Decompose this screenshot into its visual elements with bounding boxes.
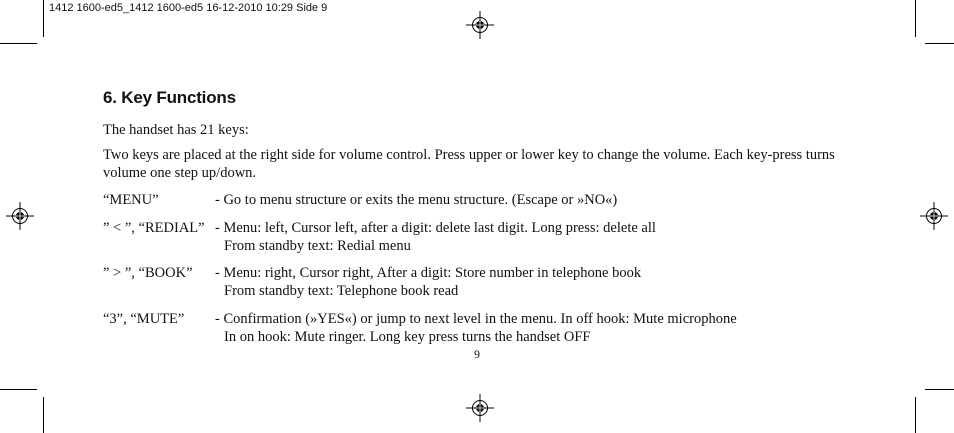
key-book-name: ” > ”, “BOOK” (103, 265, 193, 281)
registration-mark-top-icon (466, 11, 494, 39)
key-description-line-2: From standby text: Telephone book read (224, 283, 459, 299)
intro-text: The handset has 21 keys: (103, 122, 249, 138)
key-redial-name: ” < ”, “REDIAL” (103, 220, 205, 236)
printer-slug: 1412 1600-ed5_1412 1600-ed5 16-12-2010 10:29 Side 9 (49, 2, 328, 14)
key-mute-description (215, 310, 737, 346)
crop-mark-top-right-vertical (915, 0, 916, 37)
crop-mark-top-left-vertical (43, 0, 44, 37)
key-redial-description (215, 219, 656, 255)
registration-mark-right-icon (920, 202, 948, 230)
section-heading: 6. Key Functions (103, 88, 236, 107)
crop-mark-bottom-left-vertical (43, 397, 44, 433)
key-mute-name: “3”, “MUTE” (103, 311, 185, 327)
key-description-line: - Confirmation (»YES«) or jump to next level in the menu. In off hook: Mute microphone (215, 311, 737, 327)
crop-mark-bottom-right-horizontal (925, 389, 954, 390)
key-description-line: - Go to menu structure or exits the menu structure. (Escape or »NO«) (215, 192, 618, 208)
crop-mark-top-left-horizontal (0, 43, 37, 44)
page-number: 9 (474, 347, 480, 361)
crop-mark-bottom-left-horizontal (0, 389, 37, 390)
crop-mark-top-right-horizontal (925, 43, 954, 44)
key-description-line: - Menu: left, Cursor left, after a digit: delete last digit. Long press: delete all (215, 220, 656, 236)
registration-mark-bottom-icon (466, 394, 494, 422)
key-book-description (215, 264, 641, 300)
crop-mark-bottom-right-vertical (915, 397, 916, 433)
volume-paragraph: Two keys are placed at the right side for volume control. Press upper or lower key to change the volume. Each key-press turns volume one step up/down. (103, 147, 835, 181)
key-menu-name: “MENU” (103, 192, 159, 208)
key-description-line: - Menu: right, Cursor right, After a digit: Store number in telephone book (215, 265, 642, 281)
key-menu-description (215, 191, 617, 209)
key-description-line-2: From standby text: Redial menu (224, 238, 411, 254)
key-description-line-2: In on hook: Mute ringer. Long key press turns the handset OFF (224, 329, 591, 345)
registration-mark-left-icon (6, 202, 34, 230)
